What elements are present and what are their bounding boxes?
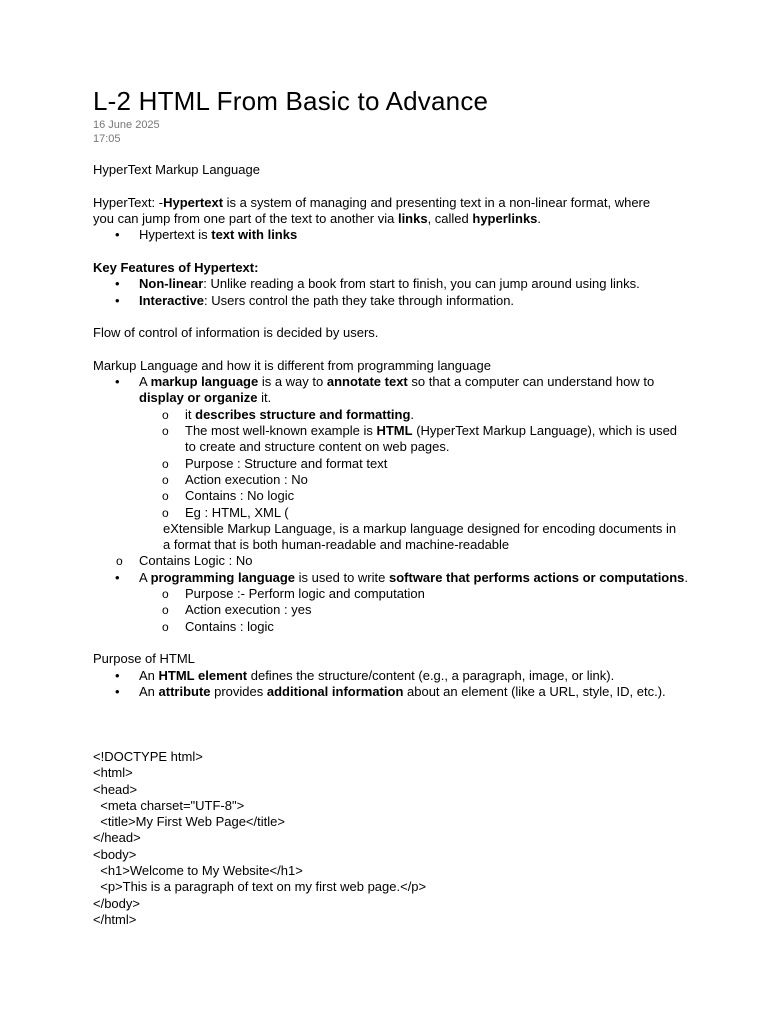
xml-line-2: a format that is both human-readable and machine-readable xyxy=(163,537,510,553)
hyperlinks-term: hyperlinks xyxy=(472,211,538,227)
sub-bullet: o xyxy=(162,603,169,618)
code-line: <title>My First Web Page</title> xyxy=(93,814,285,830)
code-line: </head> xyxy=(93,830,141,846)
page-title: L-2 HTML From Basic to Advance xyxy=(93,86,489,116)
sub-bullet: o xyxy=(116,554,123,569)
purpose-2c: provides xyxy=(210,683,267,699)
prog-bullet-d: software that performs actions or computations xyxy=(388,569,685,585)
note-page xyxy=(93,84,693,928)
bullet: • xyxy=(115,276,120,292)
hypertext-line2c: . xyxy=(537,211,542,227)
code-line: <html> xyxy=(93,765,133,781)
code-line: <body> xyxy=(93,846,137,862)
list-item xyxy=(93,227,693,243)
purpose-2d: additional information xyxy=(266,683,404,699)
markup-bullet-f: display or organize xyxy=(139,390,258,406)
prog-bullet-b: programming language xyxy=(150,569,296,585)
hypertext-bullet-a: Hypertext is xyxy=(139,227,212,243)
purpose-1c: defines the structure/content (e.g., a paragraph, image, or link). xyxy=(247,667,615,683)
hypertext-term: Hypertext xyxy=(163,194,224,210)
sub-bullet: o xyxy=(162,456,169,471)
key-features-title-text: Key Features of Hypertext: xyxy=(93,260,259,276)
sub-bullet: o xyxy=(162,424,169,439)
list-item xyxy=(93,684,693,700)
hypertext-bullet-b: text with links xyxy=(211,227,298,243)
prog-sub-3: Contains : logic xyxy=(185,618,274,634)
code-line: <meta charset="UTF-8"> xyxy=(93,797,245,813)
bullet: • xyxy=(115,683,120,699)
markup-bullet-b: markup language xyxy=(150,374,259,390)
markup-bullet-a: A xyxy=(139,374,151,390)
contains-logic-no: Contains Logic : No xyxy=(139,553,253,569)
code-line: </body> xyxy=(93,895,140,911)
list-item xyxy=(93,668,693,684)
feature-text: : Unlike reading a book from start to finish, you can jump around using links. xyxy=(203,276,640,292)
markup-sub-2b: HTML xyxy=(376,423,413,439)
prog-bullet-a: A xyxy=(139,569,151,585)
purpose-2a: An xyxy=(139,683,159,699)
list-item xyxy=(93,488,693,504)
purpose-1b: HTML element xyxy=(158,667,248,683)
markup-sub-2a: The most well-known example is xyxy=(185,423,377,439)
purpose-2b: attribute xyxy=(158,683,211,699)
prog-bullet-e: . xyxy=(684,569,689,585)
sub-bullet: o xyxy=(162,472,169,487)
list-item xyxy=(93,619,693,635)
bullet: • xyxy=(115,569,120,585)
markup-sub-1a: it xyxy=(185,406,196,422)
hypertext-line2a: you can jump from one part of the text to another via xyxy=(93,211,398,227)
hypertext-definition xyxy=(93,195,693,228)
list-item xyxy=(93,602,693,618)
code-block xyxy=(93,749,693,928)
purpose-2e: about an element (like a URL, style, ID, etc.). xyxy=(403,683,666,699)
list-item xyxy=(93,423,693,456)
list-item xyxy=(93,276,693,292)
list-item xyxy=(93,407,693,423)
prog-sub-1: Purpose :- Perform logic and computation xyxy=(185,586,425,602)
hypertext-mid: is a system of managing and presenting text in a non-linear format, where xyxy=(223,194,651,210)
sub-bullet: o xyxy=(162,619,169,634)
links-term: links xyxy=(397,211,428,227)
markup-sub-1b: describes structure and formatting xyxy=(195,406,411,422)
prog-sub-2: Action execution : yes xyxy=(185,602,312,618)
list-item xyxy=(93,586,693,602)
code-line: <head> xyxy=(93,781,138,797)
flow-text: Flow of control of information is decided by users. xyxy=(93,325,379,341)
list-item xyxy=(93,570,693,586)
markup-bullet-d: annotate text xyxy=(326,374,408,390)
markup-sub-4: Action execution : No xyxy=(185,471,308,487)
purpose-1a: An xyxy=(139,667,159,683)
bullet: • xyxy=(115,374,120,390)
markup-sub-3: Purpose : Structure and format text xyxy=(185,455,388,471)
list-item xyxy=(93,505,693,521)
purpose-heading: Purpose of HTML xyxy=(93,651,195,667)
list-item xyxy=(93,553,693,569)
list-item xyxy=(93,472,693,488)
page-time: 17:05 xyxy=(93,133,121,145)
xml-description xyxy=(93,521,693,554)
markup-bullet-g: it. xyxy=(257,390,272,406)
markup-sub-1c: . xyxy=(410,406,415,422)
markup-bullet-e: so that a computer can understand how to xyxy=(407,374,655,390)
page-date: 16 June 2025 xyxy=(93,119,160,131)
code-line: </html> xyxy=(93,911,137,927)
list-item xyxy=(93,456,693,472)
bullet: • xyxy=(115,227,120,243)
prog-bullet-c: is used to write xyxy=(295,569,389,585)
list-item xyxy=(93,293,693,309)
hypertext-line2b: , called xyxy=(427,211,473,227)
markup-sub-2c: (HyperText Markup Language), which is used xyxy=(412,423,678,439)
sub-bullet: o xyxy=(162,505,169,520)
hypertext-prefix: HyperText: - xyxy=(93,194,164,210)
code-line: <p>This is a paragraph of text on my first web page.</p> xyxy=(93,879,427,895)
code-line: <h1>Welcome to My Website</h1> xyxy=(93,863,303,879)
bullet: • xyxy=(115,667,120,683)
markup-sub-5: Contains : No logic xyxy=(185,488,295,504)
key-features-title xyxy=(93,260,693,276)
markup-bullet-c: is a way to xyxy=(258,374,327,390)
markup-sub-6: Eg : HTML, XML ( xyxy=(185,504,289,520)
sub-bullet: o xyxy=(162,407,169,422)
code-line: <!DOCTYPE html> xyxy=(93,748,203,764)
markup-heading: Markup Language and how it is different from programming language xyxy=(93,357,491,373)
heading-hypertext-markup: HyperText Markup Language xyxy=(93,162,260,178)
xml-line-1: eXtensible Markup Language, is a markup language designed for encoding documents in xyxy=(163,520,677,536)
markup-sub-2d: to create and structure content on web pages. xyxy=(185,439,450,455)
sub-bullet: o xyxy=(162,587,169,602)
list-item xyxy=(93,374,693,407)
feature-term: Interactive xyxy=(139,292,205,308)
feature-term: Non-linear xyxy=(139,276,204,292)
bullet: • xyxy=(115,292,120,308)
sub-bullet: o xyxy=(162,489,169,504)
feature-text: : Users control the path they take through information. xyxy=(204,292,515,308)
